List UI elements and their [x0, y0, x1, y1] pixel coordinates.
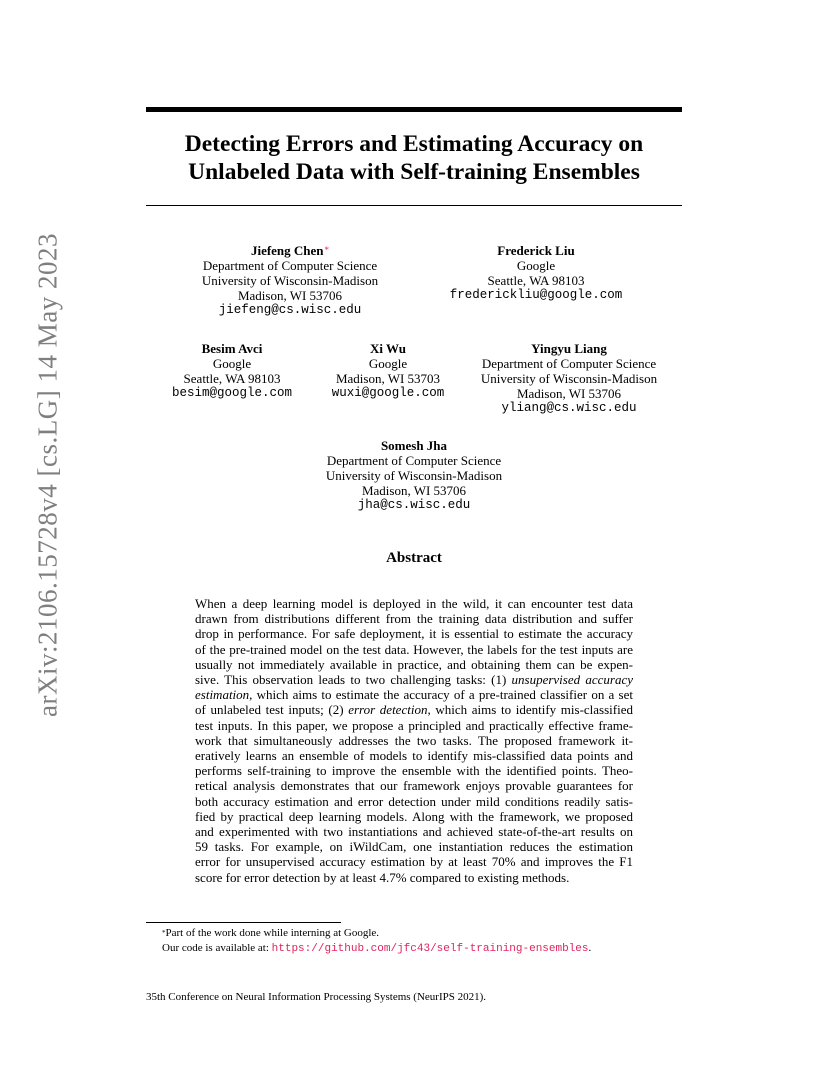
title-bottom-rule [146, 205, 682, 206]
footnote-marker: * [324, 245, 330, 255]
footnote-line: Our code is available at: https://github.com/jfc43/self-training-ensembles. [162, 942, 592, 955]
title-top-rule [146, 107, 682, 112]
emphasis-term: unsupervised accuracy [511, 672, 633, 688]
footnote-line: *Part of the work done while interning at Google. [162, 927, 380, 939]
conference-note: 35th Conference on Neural Information Processing Systems (NeurIPS 2021). [146, 991, 487, 1003]
author-email: wuxi@google.com [331, 386, 445, 400]
author-name: Frederick Liu [497, 243, 575, 258]
abstract-line: eratively learns an ensemble of models to identify mis-classified data points and [195, 748, 633, 764]
abstract-body [195, 596, 633, 885]
author-affiliation: Google [212, 356, 252, 371]
author-block-somesh-jha [300, 438, 528, 513]
author-affiliation: University of Wisconsin-Madison [480, 371, 658, 386]
author-affiliation: University of Wisconsin-Madison [201, 273, 379, 288]
abstract-heading: Abstract [386, 550, 442, 566]
abstract-line: fied by practical deep learning models. Along with the framework, we proposed [195, 808, 633, 824]
author-block-jiefeng-chen [175, 243, 405, 318]
paper-title [146, 130, 682, 186]
author-email: jha@cs.wisc.edu [357, 498, 471, 512]
author-email: besim@google.com [171, 386, 293, 400]
abstract-line: 59 tasks. For example, on iWildCam, one instantiation reduces the estimation [195, 839, 633, 855]
abstract-line: both accuracy estimation and error detection under mild conditions readily satis- [195, 793, 633, 809]
author-email: jiefeng@cs.wisc.edu [218, 303, 362, 317]
author-address: Madison, WI 53706 [237, 288, 343, 303]
abstract-line: performs self-training to improve the ensemble with the identified points. Theo- [195, 763, 633, 779]
author-address: Seattle, WA 98103 [487, 273, 585, 288]
author-address: Madison, WI 53706 [361, 483, 467, 498]
author-name: Jiefeng Chen* [250, 243, 330, 258]
footnote-rule [146, 922, 341, 923]
title-line: Unlabeled Data with Self-training Ensembles [188, 159, 640, 185]
author-block-xi-wu [318, 341, 458, 401]
author-affiliation: Google [516, 258, 556, 273]
abstract-line: When a deep learning model is deployed in the wild, it can encounter test data [195, 596, 633, 611]
author-affiliation: Department of Computer Science [326, 453, 502, 468]
author-affiliation: Department of Computer Science [202, 258, 378, 273]
abstract-line: error for unsupervised accuracy estimation by at least 70% and improves the F1 [195, 854, 633, 870]
title-line: Detecting Errors and Estimating Accuracy on [184, 131, 644, 157]
abstract-line: work that simultaneously addresses the two tasks. The proposed framework it- [195, 732, 633, 748]
abstract-line: of unlabeled test inputs; (2) error detection, which aims to identify mis-classified [195, 702, 633, 718]
author-name: Somesh Jha [380, 438, 448, 453]
author-block-yingyu-liang [468, 341, 670, 416]
abstract-line: estimation, which aims to estimate the accuracy of a pre-trained classifier on a set [195, 687, 633, 703]
author-block-besim-avci [158, 341, 306, 401]
author-email: frederickliu@google.com [449, 288, 623, 302]
abstract-line: sive. This observation leads to two challenging tasks: (1) unsupervised accuracy [195, 672, 633, 688]
arxiv-stamp: arXiv:2106.15728v4 [cs.LG] 14 May 2023 [32, 233, 63, 717]
abstract-line: usually not immediately available in practice, and obtaining them can be expen- [195, 656, 633, 672]
abstract-line: drop in performance. For safe deployment, it is essential to estimate the accuracy [195, 626, 633, 642]
emphasis-term: estimation [195, 687, 250, 703]
author-affiliation: Google [368, 356, 408, 371]
abstract-line: score for error detection by at least 4.7% compared to existing methods. [195, 869, 570, 885]
abstract-line: of the pre-trained model on the test data. However, the labels for the test inputs are [195, 641, 633, 657]
author-address: Madison, WI 53706 [516, 386, 622, 401]
author-block-frederick-liu [431, 243, 641, 303]
author-address: Seattle, WA 98103 [183, 371, 281, 386]
author-name: Besim Avci [201, 341, 263, 356]
author-affiliation: Department of Computer Science [481, 356, 657, 371]
abstract-line: and experimented with two instantiations and achieved state-of-the-art results on [195, 824, 633, 840]
author-name: Xi Wu [369, 341, 406, 356]
abstract-line: retical analysis demonstrates that our framework enjoys provable guarantees for [195, 778, 633, 794]
abstract-line: drawn from distributions different from the training data distribution and suffer [195, 611, 633, 627]
author-name: Yingyu Liang [531, 341, 607, 356]
footnote [162, 926, 591, 957]
author-email: yliang@cs.wisc.edu [501, 401, 637, 415]
footnote-marker: * [162, 929, 166, 937]
author-affiliation: University of Wisconsin-Madison [325, 468, 503, 483]
code-repository-link[interactable]: https://github.com/jfc43/self-training-ensembles [271, 943, 589, 955]
author-address: Madison, WI 53703 [335, 371, 441, 386]
abstract-line: test inputs. In this paper, we propose a principled and practically effective frame- [195, 717, 633, 733]
emphasis-term: error detection [348, 702, 428, 718]
